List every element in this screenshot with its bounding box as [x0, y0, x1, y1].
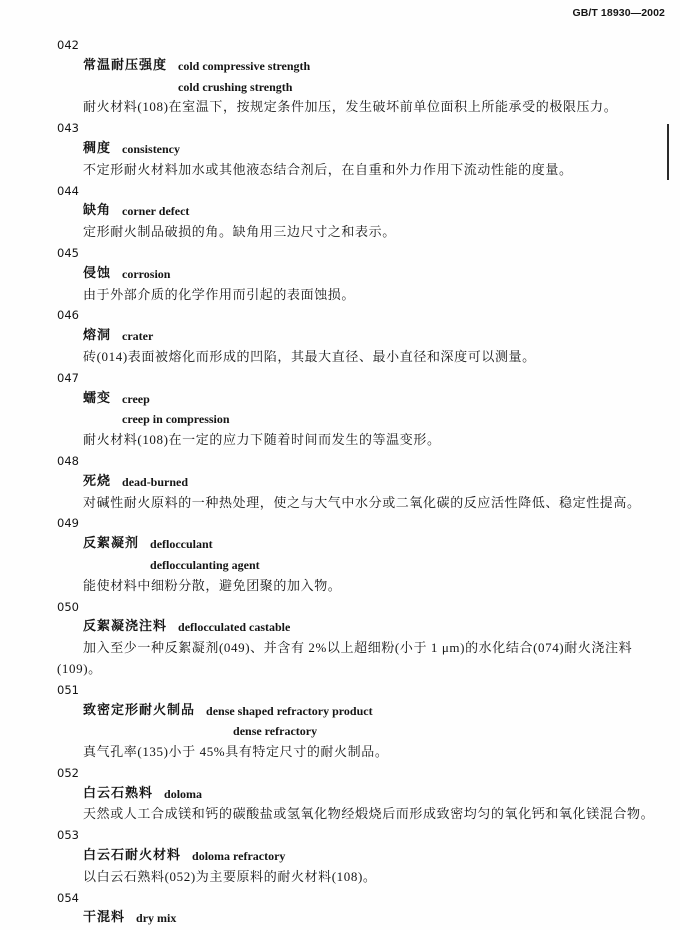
term-english-names: [122, 264, 170, 285]
term-english: dense shaped refractory product: [206, 703, 373, 718]
term-entry-051: [57, 680, 669, 763]
term-english: dead-burned: [122, 474, 189, 489]
standard-code-header: GB/T 18930—2002: [572, 7, 665, 19]
term-english-names: [122, 326, 153, 347]
term-english: deflocculant: [150, 537, 213, 552]
term-definition: 能使材料中细粉分散，避免团聚的加入物。: [83, 577, 342, 593]
term-definition: 耐火材料(108)在室温下，按规定条件加压，发生破坏前单位面积上所能承受的极限压力。: [83, 99, 618, 115]
term-english-names: [136, 908, 176, 929]
term-english-names: [150, 534, 260, 576]
term-definition: 天然或人工合成镁和钙的碳酸盐或氢氧化物经煅烧后而形成致密均匀的氧化钙和氧化镁混合物。: [83, 806, 655, 822]
term-chinese: 蠕变: [83, 390, 112, 406]
term-entry-045: [57, 243, 669, 305]
term-definition: 由于外部介质的化学作用而引起的表面蚀损。: [83, 286, 356, 302]
term-definition: 对碱性耐火原料的一种热处理，使之与大气中水分或二氧化碳的反应活性降低、稳定性提高。: [83, 494, 641, 510]
term-english-names: [178, 617, 290, 638]
term-chinese: 致密定形耐火制品: [83, 702, 196, 718]
term-definition: 耐火材料(108)在一定的应力下随着时间而发生的等温变形。: [83, 432, 441, 448]
entry-number: 043: [57, 121, 79, 136]
term-heading: [57, 908, 669, 929]
term-definition: 定形耐火制品破损的角。缺角用三边尺寸之和表示。: [83, 224, 396, 240]
term-heading: [57, 534, 669, 576]
entry-number: 052: [57, 765, 79, 780]
term-english-names: [122, 472, 188, 493]
term-english-synonym: cold crushing strength: [178, 79, 293, 94]
term-heading: [57, 784, 669, 805]
term-chinese: 干混料: [83, 910, 126, 926]
entry-number: 042: [57, 38, 79, 52]
term-chinese: 反絮凝剂: [83, 536, 140, 552]
term-entry-050: [57, 597, 669, 680]
term-entry-049: [57, 513, 669, 596]
term-entry-043: [57, 118, 669, 180]
term-entry-053: [57, 825, 669, 887]
term-heading: [57, 701, 669, 743]
term-english: cold compressive strength: [178, 58, 311, 73]
term-entry-042: [57, 35, 669, 118]
term-definition: 加入至少一种反絮凝剂(049)、并含有 2%以上超细粉(小于 1 μm)的水化结合(074)耐火浇注料: [83, 640, 633, 656]
term-english: dry mix: [136, 911, 177, 926]
entry-number: 054: [57, 890, 79, 905]
term-entry-047: [57, 368, 669, 451]
entry-number: 050: [57, 599, 79, 614]
term-chinese: 死烧: [83, 473, 112, 489]
term-chinese: 缺角: [83, 203, 112, 219]
term-entry-046: [57, 305, 669, 367]
entry-number: 047: [57, 370, 79, 385]
term-english-synonym: creep in compression: [122, 412, 230, 427]
term-english-names: [192, 846, 285, 867]
term-english: doloma: [164, 786, 203, 801]
term-entry-048: [57, 451, 669, 513]
term-english-names: [206, 701, 373, 743]
term-definition: 真气孔率(135)小于 45%具有特定尺寸的耐火制品。: [83, 744, 389, 760]
term-heading: [57, 264, 669, 285]
term-chinese: 侵蚀: [83, 265, 112, 281]
term-english-names: [178, 56, 310, 98]
term-definition: 以白云石熟料(052)为主要原料的耐火材料(108)。: [83, 868, 377, 884]
term-english-names: [122, 389, 230, 431]
entry-number: 053: [57, 828, 79, 843]
term-heading: [57, 201, 669, 222]
entry-number: 044: [57, 183, 79, 198]
term-english-synonym: deflocculanting agent: [150, 557, 260, 572]
term-chinese: 白云石熟料: [83, 785, 154, 801]
term-chinese: 稠度: [83, 140, 112, 156]
term-heading: [57, 472, 669, 493]
term-english-names: [122, 139, 180, 160]
term-chinese: 常温耐压强度: [83, 57, 168, 73]
entry-number: 049: [57, 516, 79, 531]
term-entry-052: [57, 763, 669, 825]
term-chinese: 反絮凝浇注料: [83, 619, 168, 635]
term-definition: 砖(014)表面被熔化而形成的凹陷，其最大直径、最小直径和深度可以测量。: [83, 348, 536, 364]
term-english: doloma refractory: [192, 849, 286, 864]
term-english-synonym: dense refractory: [233, 724, 318, 739]
term-english: crater: [122, 329, 154, 344]
term-english: creep: [122, 391, 150, 406]
entry-number: 045: [57, 245, 79, 260]
term-chinese: 白云石耐火材料: [83, 848, 182, 864]
term-list: [57, 35, 669, 929]
entry-number: 051: [57, 682, 79, 697]
term-english: corrosion: [122, 266, 171, 281]
term-entry-044: [57, 181, 669, 243]
term-english: corner defect: [122, 204, 190, 219]
term-chinese: 熔洞: [83, 328, 112, 344]
term-heading: [57, 846, 669, 867]
term-english-names: [122, 201, 189, 222]
term-heading: [57, 389, 669, 431]
term-heading: [57, 139, 669, 160]
term-english-names: [164, 784, 202, 805]
term-heading: [57, 56, 669, 98]
term-english: deflocculated castable: [178, 620, 291, 635]
term-entry-054: [57, 888, 669, 930]
term-definition: 不定形耐火材料加水或其他液态结合剂后，在自重和外力作用下流动性能的度量。: [83, 161, 573, 177]
term-heading: [57, 326, 669, 347]
term-heading: [57, 617, 669, 638]
entry-number: 048: [57, 453, 79, 468]
entry-number: 046: [57, 308, 79, 323]
term-english: consistency: [122, 141, 181, 156]
term-definition-continuation: (109)。: [57, 660, 102, 676]
